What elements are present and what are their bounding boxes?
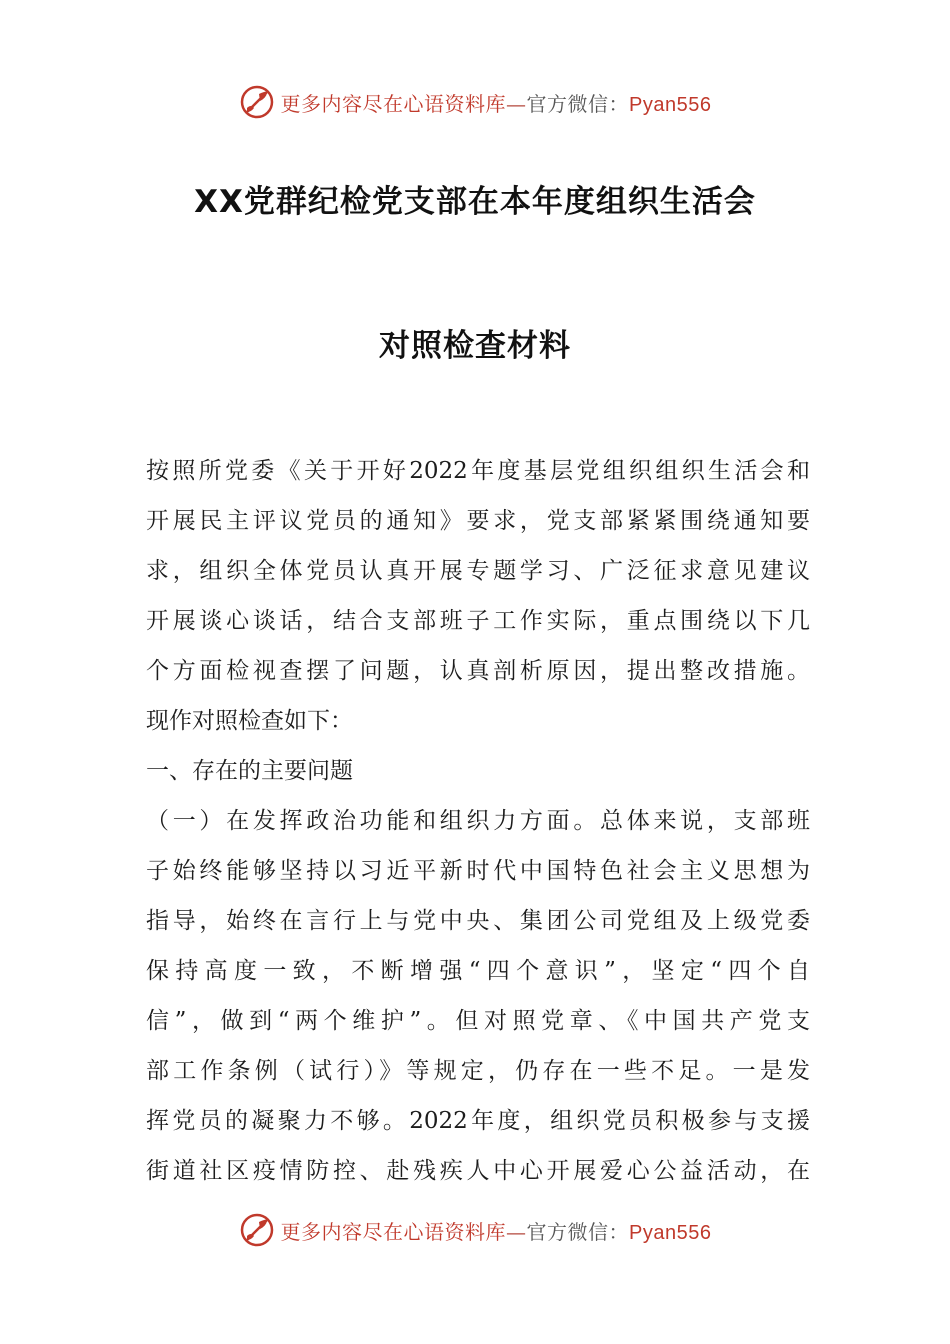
banner-main: 更多内容尽在心语资料库	[280, 91, 507, 116]
body-line: 街道社区疫情防控、赴残疾人中心开展爱心公益活动，在	[146, 1158, 810, 1184]
document-title-line-1: XX党群纪检党支部在本年度组织生活会	[194, 184, 756, 220]
body-line: 开展民主评议党员的通知》要求，党支部紧紧围绕通知要	[146, 508, 810, 534]
body-line: 求，组织全体党员认真开展专题学习、广泛征求意见建议	[146, 558, 810, 584]
banner-sub: 官方微信：	[526, 1219, 630, 1244]
banner-dash: —	[506, 91, 527, 116]
banner-wechat: Pyan556	[629, 1221, 712, 1244]
footer-banner	[0, 1208, 950, 1252]
body-line: 现作对照检查如下：	[146, 708, 353, 734]
body-line: 指导，始终在言行上与党中央、集团公司党组及上级党委	[146, 908, 810, 934]
body-line: 按照所党委《关于开好2022年度基层党组织组织生活会和	[146, 458, 810, 484]
body-line: （一）在发挥政治功能和组织力方面。总体来说，支部班	[146, 808, 810, 834]
banner-wechat: Pyan556	[629, 93, 712, 116]
banner-text	[281, 1216, 712, 1245]
section-heading: 一、存在的主要问题	[146, 758, 353, 784]
body-line: 挥党员的凝聚力不够。2022年度，组织党员积极参与支援	[146, 1108, 810, 1134]
body-line: 保持高度一致，不断增强“四个意识”，坚定“四个自	[146, 958, 810, 984]
body-line: 个方面检视查摆了问题，认真剖析原因，提出整改措施。	[146, 658, 810, 684]
body-line: 子始终能够坚持以习近平新时代中国特色社会主义思想为	[146, 858, 810, 884]
banner-text	[281, 88, 712, 117]
banner-main: 更多内容尽在心语资料库	[280, 1219, 507, 1244]
banner-sub: 官方微信：	[526, 91, 630, 116]
body-line: 部工作条例（试行）》等规定，仍存在一些不足。一是发	[146, 1058, 810, 1084]
quill-logo-icon	[239, 1212, 275, 1248]
document-title-line-2: 对照检查材料	[379, 328, 571, 364]
body-line: 信”，做到“两个维护”。但对照党章、《中国共产党支	[146, 1008, 810, 1034]
banner-dash: —	[506, 1219, 527, 1244]
quill-logo-icon	[239, 84, 275, 120]
body-line: 开展谈心谈话，结合支部班子工作实际，重点围绕以下几	[146, 608, 810, 634]
document-body	[146, 446, 810, 1196]
header-banner	[0, 80, 950, 124]
